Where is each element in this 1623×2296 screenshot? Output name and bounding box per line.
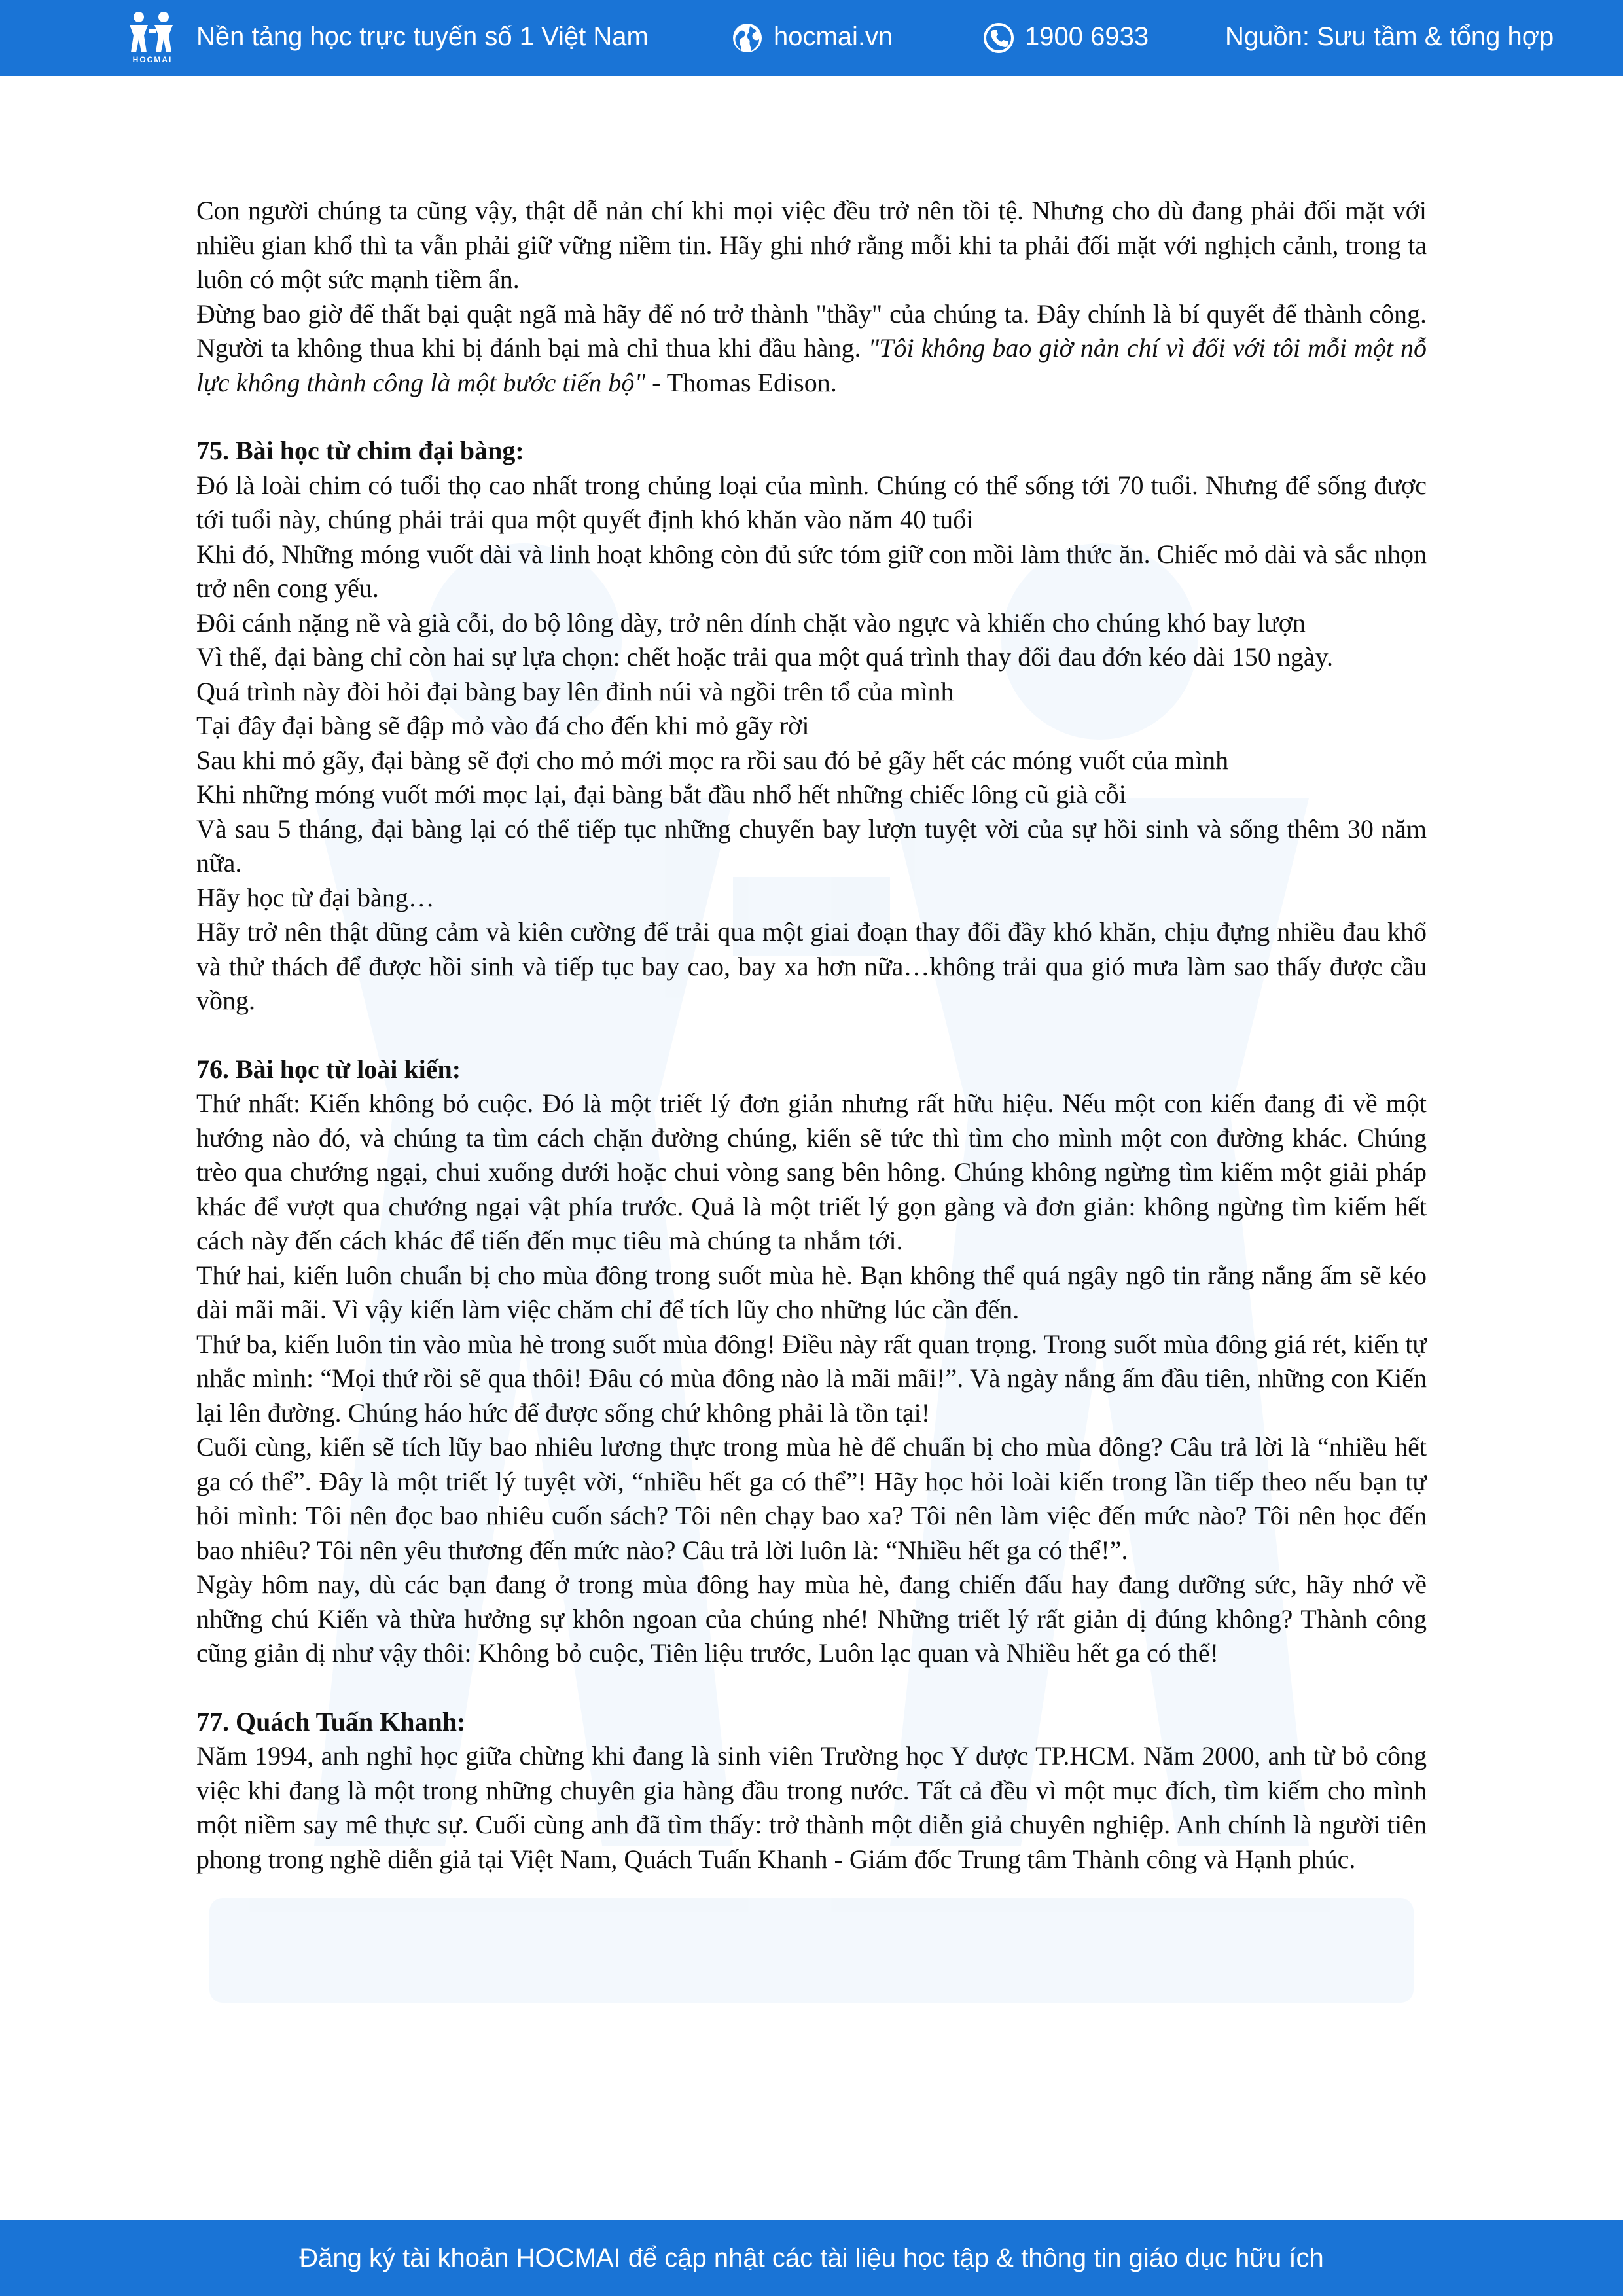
hotline-text: 1900 6933 — [1025, 22, 1149, 51]
hotline-link[interactable] — [982, 17, 1149, 56]
paragraph: Sau khi mỏ gãy, đại bàng sẽ đợi cho mỏ mới mọc ra rồi sau đó bẻ gãy hết các móng vuốt của mình — [196, 745, 1229, 775]
paragraph: Vì thế, đại bàng chỉ còn hai sự lựa chọn: chết hoặc trải qua một quá trình thay đổi đau đớn kéo dài 150 ngày. — [196, 642, 1334, 672]
paragraph: Đó là loài chim có tuổi thọ cao nhất trong chủng loại của mình. Chúng có thể sống tới 70 tuổi. Nhưng để sống được tới tuổi này, chúng phải trải qua một quyết định khó khăn vào năm 40 tuổi — [196, 470, 1427, 534]
website-link[interactable] — [730, 17, 893, 56]
website-text: hocmai.vn — [774, 22, 893, 51]
paragraph: Thứ hai, kiến luôn chuẩn bị cho mùa đông trong suốt mùa hè. Bạn không thể quá ngây ngô tin rằng nắng ấm sẽ kéo dài mãi mãi. Vì vậy kiến làm việc chăm chỉ để tích lũy cho những lúc cần đến. — [196, 1260, 1427, 1324]
paragraph: Đôi cánh nặng nề và già cỗi, do bộ lông dày, trở nên dính chặt vào ngực và khiến cho chúng khó bay lượn — [196, 607, 1306, 637]
paragraph: Tại đây đại bàng sẽ đập mỏ vào đá cho đến khi mỏ gãy rời — [196, 711, 810, 740]
phone-icon — [982, 21, 1016, 55]
logo-text: HOCMAI — [132, 55, 173, 64]
header-bar — [0, 0, 1623, 76]
logo-figures-icon — [123, 9, 182, 55]
edison-quote: "Tôi không bao giờ nản chí vì đối với tôi mỗi một nỗ lực không thành công là một bước tiến bộ" — [196, 333, 1427, 397]
paragraph: Năm 1994, anh nghỉ học giữa chừng khi đang là sinh viên Trường học Y dược TP.HCM. Năm 2000, anh từ bỏ công việc khi đang là một trong những chuyên gia hàng đầu trong nước. Tất cả đều vì một mục đích, tìm kiếm cho mình một niềm say mê thực sự. Cuối cùng anh đã tìm thấy: trở thành một diễn giả chuyên nghiệp. Anh chính là người tiên phong trong nghề diễn giả tại Việt Nam, Quách Tuấn Khanh - Giám đốc Trung tâm Thành công và Hạnh phúc. — [196, 1741, 1427, 1874]
header-tagline: Nền tảng học trực tuyến số 1 Việt Nam — [196, 22, 649, 51]
paragraph: Và sau 5 tháng, đại bàng lại có thể tiếp tục những chuyến bay lượn tuyệt vời của sự hồi sinh và sống thêm 30 năm nữa. — [196, 814, 1427, 878]
paragraph: Hãy trở nên thật dũng cảm và kiên cường để trải qua một giai đoạn thay đổi đầy khó khăn, chịu đựng nhiều đau khổ và thử thách để được hồi sinh và tiếp tục bay cao, bay xa hơn nữa…không trải qua gió mưa làm sao thấy được cầu vồng. — [196, 917, 1427, 1015]
intro-paragraph: Con người chúng ta cũng vậy, thật dễ nản chí khi mọi việc đều trở nên tồi tệ. Nhưng cho dù đang phải đối mặt với nhiều gian khổ thì ta vẫn phải giữ vững niềm tin. Hãy ghi nhớ rằng mỗi khi ta phải đối mặt với nghịch cảnh, trong ta luôn có một sức mạnh tiềm ẩn. — [196, 196, 1427, 294]
section-heading-75: 75. Bài học từ chim đại bàng: — [196, 436, 524, 465]
paragraph: Thứ ba, kiến luôn tin vào mùa hè trong suốt mùa đông! Điều này rất quan trọng. Trong suốt mùa đông giá rét, kiến tự nhắc mình: “Mọi thứ rồi sẽ qua thôi! Đâu có mùa đông nào là mãi mãi!”. Và ngày nắng ấm đầu tiên, những con Kiến lại lên đường. Chúng háo hức để được sống chứ không phải là tồn tại! — [196, 1329, 1427, 1427]
globe-icon — [730, 21, 764, 55]
source-note: Nguồn: Sưu tầm & tổng hợp — [1225, 22, 1554, 51]
section-heading-76: 76. Bài học từ loài kiến: — [196, 1054, 461, 1084]
quote-author: - Thomas Edison. — [645, 367, 837, 397]
paragraph: Khi đó, Những móng vuốt dài và linh hoạt không còn đủ sức tóm giữ con mồi làm thức ăn. Chiếc mỏ dài và sắc nhọn trở nên cong yếu. — [196, 539, 1427, 603]
intro-paragraph-quote: Đừng bao giờ để thất bại quật ngã mà hãy để nó trở thành "thầy" của chúng ta. Đây chính là bí quyết để thành công. Người ta không thua khi bị đánh bại mà chỉ thua khi đầu hàng. "Tôi không bao giờ nản chí vì đối với tôi mỗi một nỗ lực không thành công là một bước tiến bộ" - Thomas Edison. — [196, 298, 1427, 397]
paragraph: Ngày hôm nay, dù các bạn đang ở trong mùa đông hay mùa hè, đang chiến đấu hay đang dưỡng sức, hãy nhớ về những chú Kiến và thừa hưởng sự khôn ngoan của chúng nhé! Những triết lý rất giản dị đúng không? Thành công cũng giản dị như vậy thôi: Không bỏ cuộc, Tiên liệu trước, Luôn lạc quan và Nhiều hết ga có thể! — [196, 1570, 1427, 1668]
footer-bar — [0, 2220, 1623, 2296]
paragraph: Thứ nhất: Kiến không bỏ cuộc. Đó là một triết lý đơn giản nhưng rất hữu hiệu. Nếu một con kiến đang đi về một hướng nào đó, và chúng ta tìm cách chặn đường chúng, kiến sẽ tức thì tìm cho mình một con đường khác. Chúng trèo qua chướng ngại, chui xuống dưới hoặc chui vòng sang bên hông. Chúng không ngừng tìm kiếm một giải pháp khác để vượt qua chướng ngại vật phía trước. Quả là một triết lý gọn gàng và đơn giản: không ngừng tìm kiếm hết cách này đến cách khác để tiến đến mục tiêu mà chúng ta nhắm tới. — [196, 1088, 1427, 1255]
paragraph: Quá trình này đòi hỏi đại bàng bay lên đỉnh núi và ngồi trên tổ của mình — [196, 676, 954, 706]
paragraph: Cuối cùng, kiến sẽ tích lũy bao nhiêu lương thực trong mùa hè để chuẩn bị cho mùa đông? Câu trả lời là “nhiều hết ga có thể”. Đây là một triết lý tuyệt vời, “nhiều hết ga có thể”! Hãy học hỏi loài kiến trong lần tiếp theo nếu bạn tự hỏi mình: Tôi nên đọc bao nhiêu cuốn sách? Tôi nên chạy bao xa? Tôi nên làm việc đến mức nào? Tôi nên học đến bao nhiêu? Tôi nên yêu thương đến mức nào? Câu trả lời luôn là: “Nhiều hết ga có thể!”. — [196, 1432, 1427, 1565]
footer-signup-link[interactable]: Đăng ký tài khoản HOCMAI để cập nhật các tài liệu học tập & thông tin giáo dục hữu ích — [299, 2244, 1324, 2272]
document-body — [196, 194, 1427, 1876]
paragraph: Hãy học từ đại bàng… — [196, 882, 435, 912]
hocmai-logo[interactable] — [123, 9, 182, 65]
section-heading-77: 77. Quách Tuấn Khanh: — [196, 1706, 466, 1736]
paragraph: Khi những móng vuốt mới mọc lại, đại bàng bắt đầu nhổ hết những chiếc lông cũ già cỗi — [196, 780, 1126, 809]
